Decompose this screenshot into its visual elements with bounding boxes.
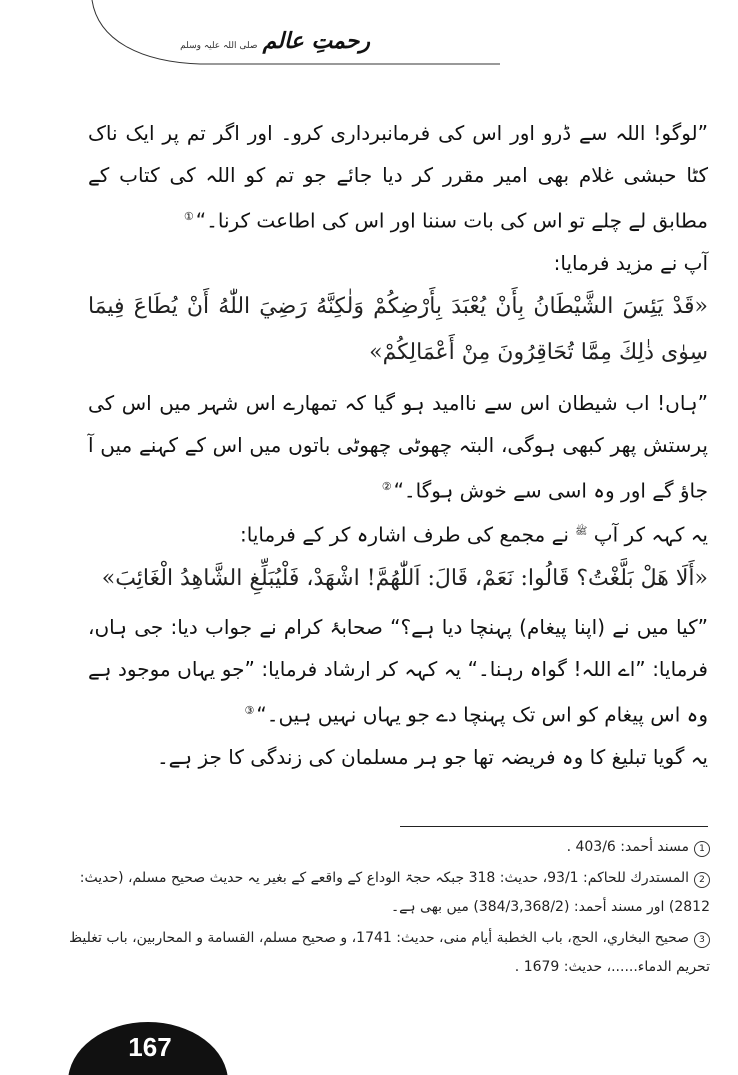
footnote-number: 3 <box>694 932 710 948</box>
footnote-3 <box>60 924 710 982</box>
book-title: رحمتِ عالم <box>262 28 370 54</box>
footnote-number: 2 <box>694 872 710 888</box>
paragraph-intro: آپ نے مزید فرمایا: <box>553 250 708 275</box>
page-number: 167 <box>128 1032 172 1062</box>
footnote-ref-2[interactable]: ② <box>381 479 392 493</box>
footnote-1 <box>60 833 710 862</box>
footnote-ref-1[interactable]: ① <box>183 210 194 223</box>
footnotes <box>60 833 710 984</box>
salutation-glyph: ﷺ <box>575 526 588 538</box>
paragraph-khutbah-quote <box>88 112 708 242</box>
footnote-2 <box>60 864 710 922</box>
paragraph-gesture <box>88 511 708 556</box>
paragraph-translation-1 <box>88 382 708 512</box>
running-head <box>180 28 370 68</box>
body-text <box>88 112 708 778</box>
footnote-text: صحيح البخاري، الحج، باب الخطبة أيام منى، حديث: 1741، و صحيح مسلم، القسامة و المحاربين، باب تغليظ تحريم الدماء......، حديث: 1679 . <box>69 930 710 975</box>
paragraph-text: نے مجمع کی طرف اشارہ کر کے فرمایا: <box>240 522 569 547</box>
footnote-text: المستدرك للحاكم: 93/1، حديث: 318 جبکہ حجۃ الوداع کے واقعے کے بغیر یہ حدیث صحیح مسلم، (حدیث: 2812) اور مسند أحمد: (384/3,368/2) میں بھی ہے۔ <box>79 870 710 915</box>
paragraph-text: ”لوگو! اللہ سے ڈرو اور اس کی فرمانبرداری کرو۔ اور اگر تم پر ایک ناک کٹا حبشی غلام بھی امیر مقرر کر دیا جائے جو تم کو اللہ کی کتاب کے مطابق لے چلے تو اس کی بات سننا اور اس کی اطاعت کرنا۔“ <box>88 121 708 233</box>
footnote-number: 1 <box>694 841 710 857</box>
paragraph-text: ”ہاں! اب شیطان اس سے ناامید ہو گیا کہ تمھارے اس شہر میں اس کی پرستش پھر کبھی ہوگی، البتہ چھوٹی چھوٹی باتوں میں اس کے کہنے میں آ جاؤ گے اور وہ اسی سے خوش ہوگا۔“ <box>88 390 708 503</box>
paragraph-translation-2 <box>88 606 708 736</box>
honorific: صلی اللہ علیہ وسلم <box>180 41 258 51</box>
footnote-ref-3[interactable]: ③ <box>244 703 255 717</box>
arabic-hadith-2: «أَلَا هَلْ بَلَّغْتُ؟ قَالُوا: نَعَمْ، قَالَ: اَللّٰهُمَّ! اشْهَدْ، فَلْيُبَلِّغِ الشَّاهِدُ الْغَائِبَ» <box>101 565 708 591</box>
arabic-hadith-1: «قَدْ يَئِسَ الشَّيْطَانُ بِأَنْ يُعْبَدَ بِأَرْضِكُمْ وَلٰكِنَّهُ رَضِيَ اللّٰهُ أَنْ يُطَاعَ فِيمَا سِوٰى ذٰلِكَ مِمَّا تُحَاقِرُونَ مِنْ أَعْمَالِكُمْ» <box>88 293 708 365</box>
footnote-text: مسند أحمد: 403/6 . <box>566 839 689 855</box>
paragraph-conclusion: یہ گویا تبلیغ کا وہ فریضہ تھا جو ہر مسلمان کی زندگی کا جز ہے۔ <box>156 744 708 769</box>
paragraph-text: یہ کہہ کر آپ <box>593 522 708 547</box>
footnote-divider <box>400 826 708 827</box>
paragraph-text: ”کیا میں نے (اپنا پیغام) پہنچا دیا ہے؟“ صحابۂ کرام نے جواب دیا: جی ہاں، فرمایا: ”اے اللہ! گواہ رہنا۔“ یہ کہہ کر ارشاد فرمایا: ”جو یہاں موجود ہے وہ اس پیغام کو اس تک پہنچا دے جو یہاں نہیں ہیں۔“ <box>88 614 708 727</box>
